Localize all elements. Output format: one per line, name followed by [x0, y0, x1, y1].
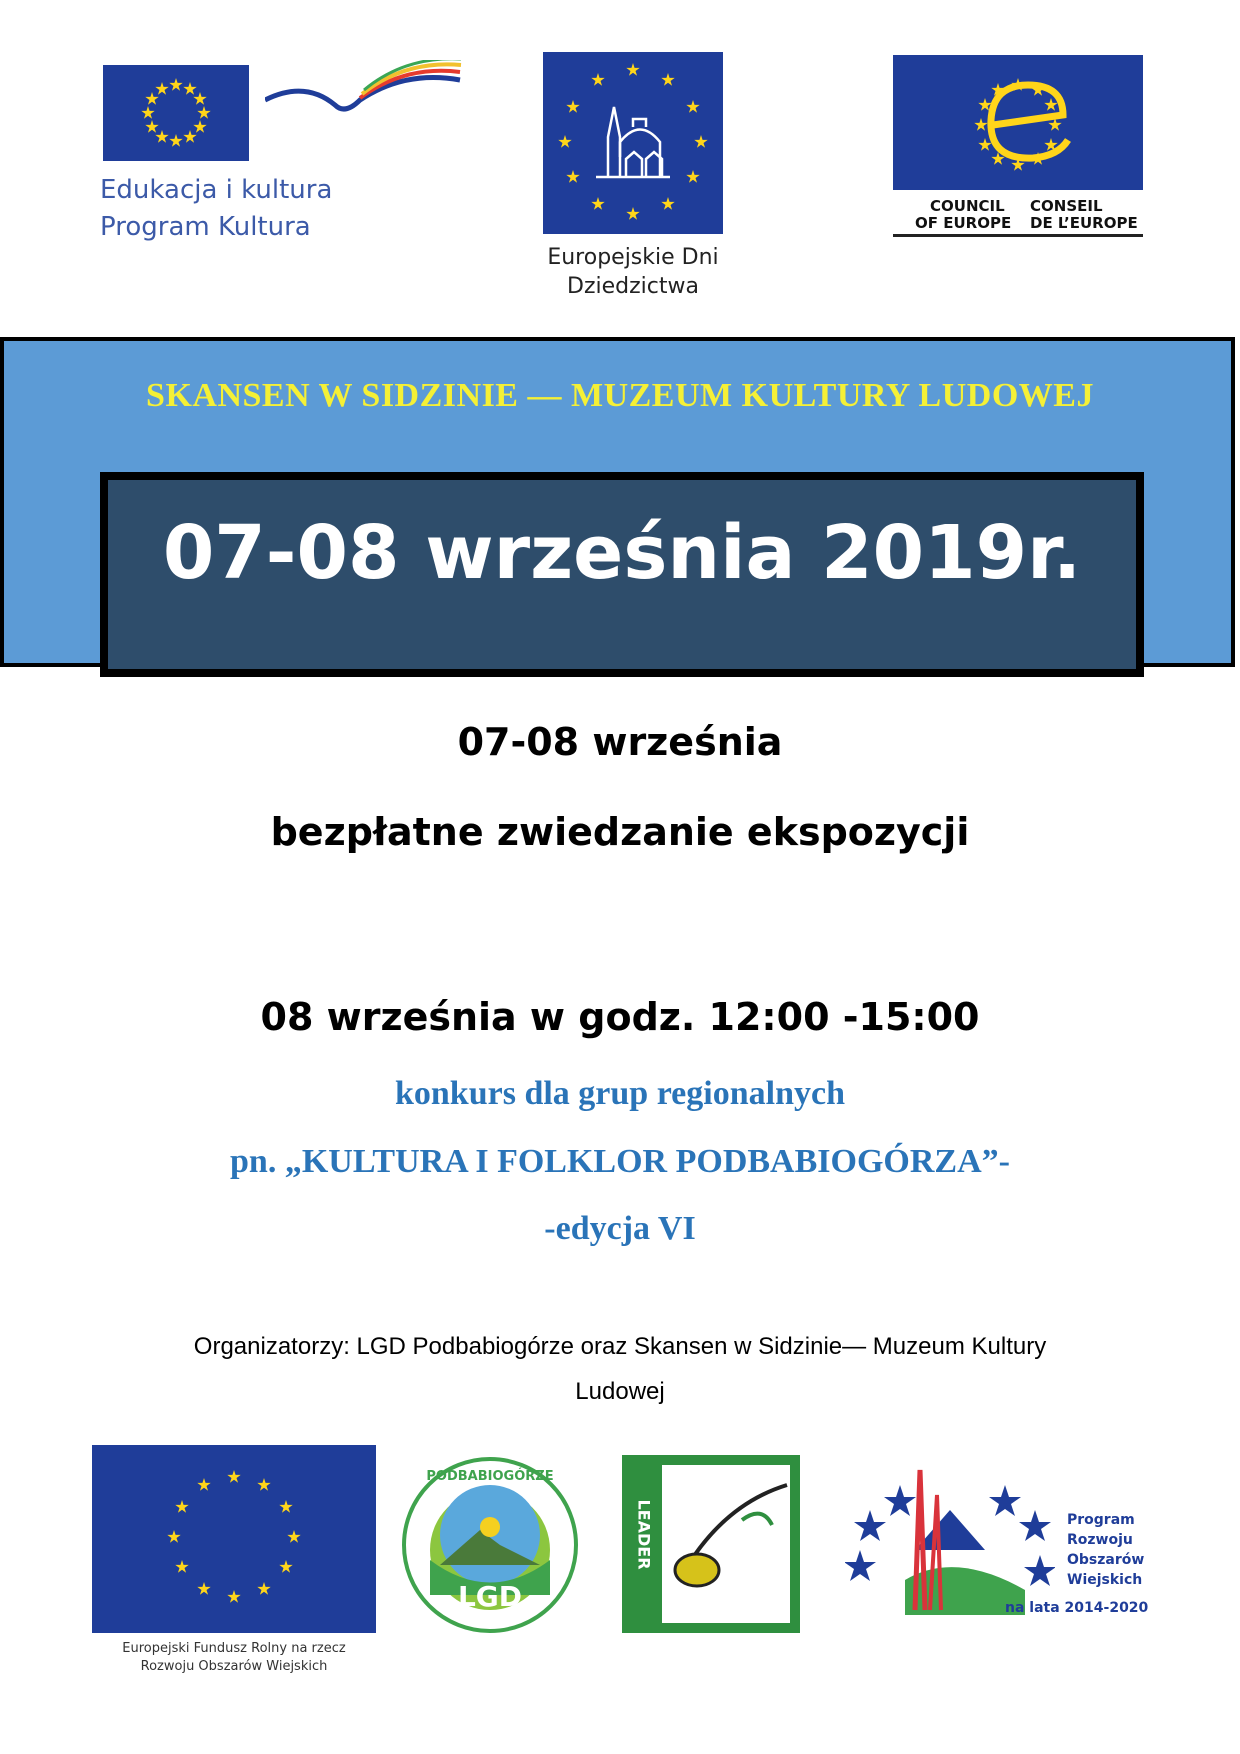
logo-lgd-podbabiogorze [400, 1455, 580, 1635]
edukacja-line2: Program Kultura [100, 212, 311, 242]
prow-l1: Program [1067, 1512, 1135, 1528]
council-en-1: COUNCIL [930, 197, 1005, 215]
logo-edukacja-kultura [95, 60, 475, 260]
leader-sprout-icon [662, 1465, 790, 1623]
contest-line-3: -edycja VI [544, 1210, 696, 1247]
prow-l2: Rozwoju [1067, 1532, 1133, 1548]
efrr-line2: Rozwoju Obszarów Wiejskich [140, 1659, 328, 1674]
leader-name: LEADER [634, 1499, 654, 1570]
heritage-flag-icon [543, 52, 723, 234]
bird-icon [265, 60, 465, 130]
logo-efrr [92, 1445, 382, 1680]
body-line-hours: 08 września w godz. 12:00 -15:00 [260, 995, 980, 1039]
lgd-name: LGD [457, 1580, 523, 1613]
contest-line-1: konkurs dla grup regionalnych [394, 1075, 845, 1112]
header-banner [0, 337, 1240, 667]
edukacja-line1: Edukacja i kultura [100, 175, 333, 205]
council-fr-1: CONSEIL [1030, 197, 1103, 215]
body-line-free-entry: bezpłatne zwiedzanie ekspozycji [270, 810, 970, 854]
dni-line1: Europejskie Dni [547, 245, 719, 270]
logo-leader [622, 1455, 802, 1635]
organizers-line-2: Ludowej [575, 1378, 665, 1405]
prow-l5: na lata 2014-2020 [1005, 1600, 1149, 1616]
eu-flag-icon [103, 65, 249, 161]
logo-council-of-europe [890, 52, 1150, 242]
eu-flag-icon [92, 1445, 376, 1633]
prow-l3: Obszarów [1067, 1552, 1145, 1568]
lgd-arc-text: PODBABIOGÓRZE [426, 1469, 554, 1484]
contest-line-2: pn. „KULTURA I FOLKLOR PODBABIOGÓRZA”- [230, 1143, 1010, 1180]
building-icon [588, 97, 678, 187]
council-divider [893, 234, 1143, 237]
council-en-2: OF EUROPE [915, 214, 1012, 232]
organizers-line-1: Organizatorzy: LGD Podbabiogórze oraz Skansen w Sidzinie— Muzeum Kultury [193, 1333, 1047, 1360]
council-fr-2: DE L’EUROPE [1030, 214, 1138, 232]
e-symbol-icon [973, 70, 1083, 170]
body-line-dates: 07-08 września [457, 720, 783, 764]
banner-title: SKANSEN W SIDZINIE — MUZEUM KULTURY LUDOWEJ [146, 377, 1094, 414]
efrr-line1: Europejski Fundusz Rolny na rzecz [122, 1641, 346, 1656]
prow-l4: Wiejskich [1067, 1572, 1143, 1588]
council-flag-icon [893, 55, 1143, 190]
date-box [100, 472, 1144, 677]
logo-prow [845, 1450, 1155, 1640]
banner-date: 07-08 września 2019r. [162, 510, 1082, 596]
logo-europejskie-dni-dziedzictwa [540, 50, 730, 300]
dni-line2: Dziedzictwa [567, 274, 699, 299]
